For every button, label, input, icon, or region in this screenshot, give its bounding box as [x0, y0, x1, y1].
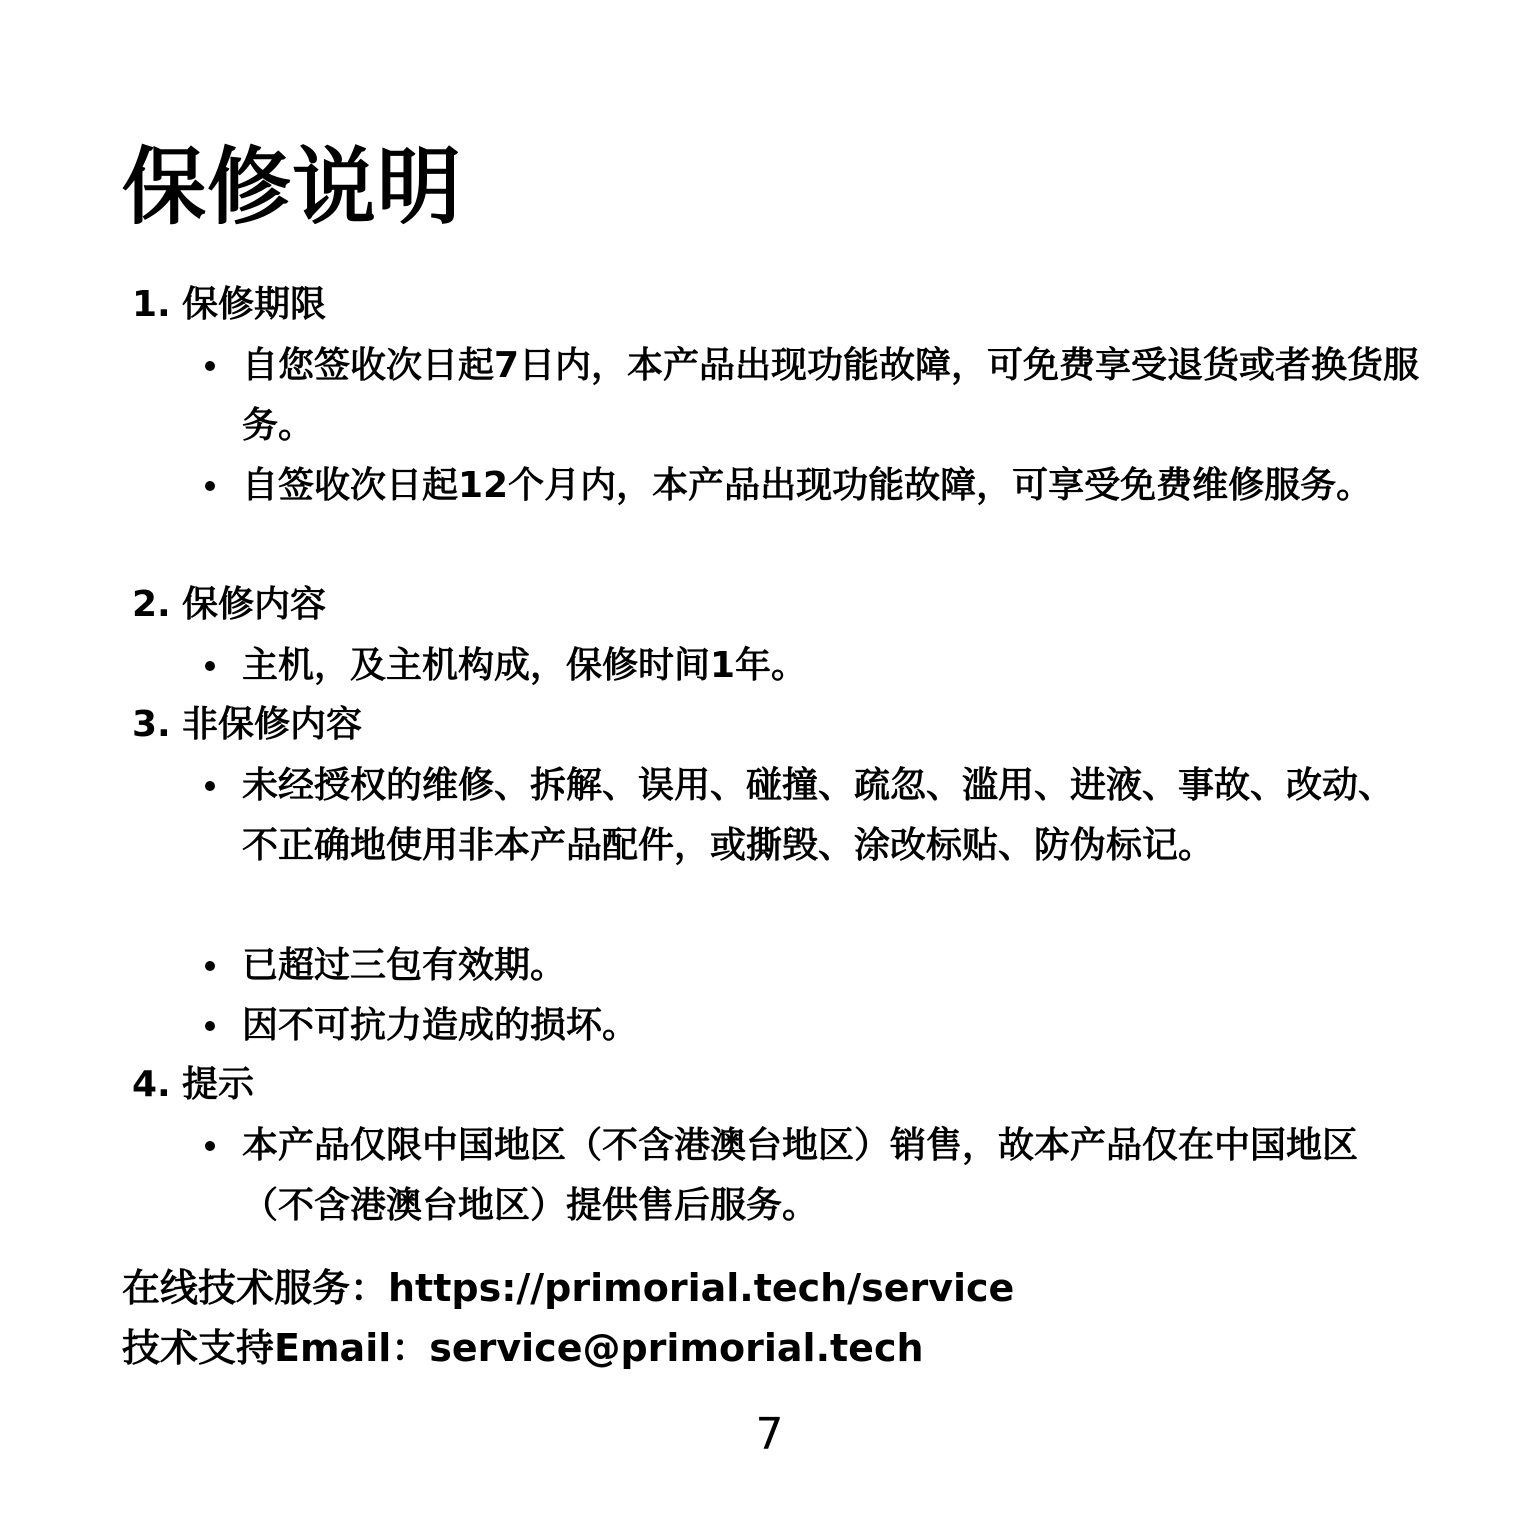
list-item-text: 自签收次日起12个月内，本产品出现功能故障，可享受免费维修服务。 — [242, 465, 1373, 506]
list-item — [242, 1116, 1422, 1236]
section-title: 保修内容 — [182, 584, 327, 625]
list-item-text: 未经授权的维修、拆解、误用、碰撞、疏忽、滥用、进液、事故、改动、不正确地使用非本产品配件，或撕毁、涂改标贴、防伪标记。 — [242, 765, 1395, 866]
list-item — [242, 456, 1422, 516]
section-heading-notice — [132, 1060, 254, 1110]
support-email-line: 技术支持Email：service@primorial.tech — [122, 1326, 924, 1370]
section-title: 提示 — [182, 1064, 255, 1105]
bullet-icon — [205, 961, 215, 971]
online-service-line: 在线技术服务：https://primorial.tech/service — [122, 1266, 1015, 1310]
page-number: 7 — [755, 1409, 784, 1460]
list-item — [242, 636, 1422, 696]
list-item — [242, 996, 1422, 1056]
section-number: 2. — [132, 584, 171, 625]
section-number: 3. — [132, 704, 171, 745]
list-item-text: 自您签收次日起7日内，本产品出现功能故障，可免费享受退货或者换货服务。 — [242, 345, 1420, 446]
list-item-text: 本产品仅限中国地区（不含港澳台地区）销售，故本产品仅在中国地区（不含港澳台地区）提供售后服务。 — [242, 1125, 1359, 1226]
section-heading-warranty-period — [132, 280, 326, 330]
list-item — [242, 756, 1422, 876]
bullet-icon — [205, 481, 215, 491]
bullet-icon — [205, 781, 215, 791]
bullet-icon — [205, 361, 215, 371]
list-item-text: 因不可抗力造成的损坏。 — [242, 1005, 639, 1046]
list-item — [242, 336, 1422, 456]
section-heading-warranty-coverage — [132, 580, 326, 630]
list-item — [242, 936, 1422, 996]
list-item-text: 已超过三包有效期。 — [242, 945, 567, 986]
list-item-text: 主机，及主机构成，保修时间1年。 — [242, 645, 808, 686]
section-heading-non-warranty — [132, 700, 362, 750]
section-title: 保修期限 — [182, 284, 327, 325]
bullet-icon — [205, 1021, 215, 1031]
bullet-icon — [205, 1141, 215, 1151]
section-title: 非保修内容 — [182, 704, 363, 745]
section-number: 1. — [132, 284, 171, 325]
page-title: 保修说明 — [122, 138, 463, 236]
bullet-icon — [205, 661, 215, 671]
section-number: 4. — [132, 1064, 171, 1105]
